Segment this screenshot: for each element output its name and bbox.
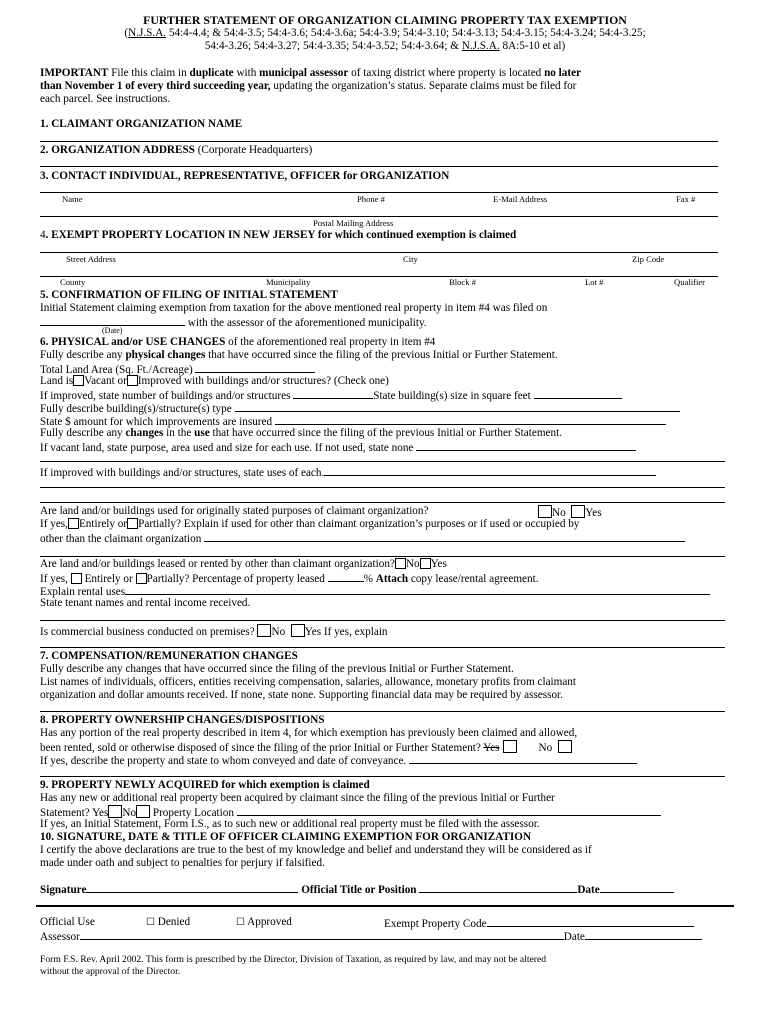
leased-yes-checkbox[interactable]	[420, 558, 431, 569]
s10-line-2: made under oath and subject to penalties for perjury if falsified.	[40, 857, 325, 869]
s6-land-is: Land is Vacant or Improved with buildings and/or structures? (Check one)	[40, 375, 389, 387]
number-of-buildings-field[interactable]	[293, 388, 373, 399]
s7-line-1: Fully describe any changes that have occurred since the filing of the previous Initial or Further Statement.	[40, 663, 514, 675]
label-fax: Fax #	[676, 194, 696, 204]
s6-line-use: Fully describe any changes in the use that have occurred since the filing of the previous Initial or Further Statement.	[40, 427, 562, 439]
signature-date-field[interactable]	[600, 882, 674, 893]
signature-row: Signature Official Title or Position Date	[40, 882, 674, 897]
label-date: (Date)	[102, 326, 123, 335]
statute-line-1: (N.J.S.A. 54:4-4.4; & 54:4-3.5; 54:4-3.6; 54:4-3.6a; 54:4-3.9; 54:4-3.10; 54:4-3.13; 54:4-3.15; 54:4-3.24; 54:4-3.25;	[124, 27, 646, 39]
q-original-purpose: Are land and/or buildings used for originally stated purposes of claimant organization?	[40, 505, 429, 517]
s8-line-3: If yes, describe the property and state to whom conveyed and date of conveyance.	[40, 753, 637, 768]
leased-no-checkbox[interactable]	[395, 558, 406, 569]
approved-option[interactable]: ☐ Approved	[236, 916, 292, 928]
section-7-title: 7. COMPENSATION/REMUNERATION CHANGES	[40, 650, 298, 662]
newly-acquired-yes-checkbox[interactable]	[108, 805, 122, 818]
vacant-land-use-line-2[interactable]	[40, 461, 725, 462]
commercial-explain-field[interactable]	[40, 647, 725, 648]
label-name: Name	[62, 194, 83, 204]
partially-checkbox-2[interactable]	[136, 573, 147, 584]
label-email: E-Mail Address	[493, 194, 548, 204]
footer-line-2: without the approval of the Director.	[40, 966, 181, 977]
s5-line-1: Initial Statement claiming exemption from taxation for the above mentioned real property in item #4 was filed on	[40, 302, 548, 314]
label-phone: Phone #	[357, 194, 385, 204]
original-purpose-yes-checkbox[interactable]	[571, 505, 585, 518]
q-leased: Are land and/or buildings leased or rented by other than claimant organization? No Yes	[40, 558, 447, 570]
important-line-1: IMPORTANT File this claim in duplicate with municipal assessor of taxing district where property is located no later	[40, 67, 582, 79]
q-other-than-claimant: other than the claimant organization	[40, 531, 685, 546]
s8-line-2: been rented, sold or otherwise disposed of since the filing of the prior Initial or Further Statement? Yes No	[40, 740, 572, 755]
compensation-field[interactable]	[40, 711, 725, 712]
s9-line-1: Has any new or additional real property been acquired by claimant since the filing of the previous Initial or Further	[40, 792, 555, 804]
denied-option[interactable]: ☐ Denied	[146, 916, 191, 928]
section-6-title: 6. PHYSICAL and/or USE CHANGES of the aforementioned real property in item #4	[40, 336, 436, 348]
assessor-field[interactable]	[80, 929, 564, 940]
land-area-field[interactable]	[195, 362, 315, 373]
official-use-label: Official Use	[40, 916, 95, 928]
improved-checkbox[interactable]	[127, 375, 138, 386]
assessor-date-field[interactable]	[585, 929, 702, 940]
important-line-3: each parcel. See instructions.	[40, 93, 171, 105]
vacant-checkbox[interactable]	[73, 375, 84, 386]
label-qualifier: Qualifier	[674, 277, 706, 287]
exempt-code-field[interactable]	[487, 916, 694, 927]
label-county: County	[60, 277, 86, 287]
entirely-checkbox-2[interactable]	[71, 573, 82, 584]
entirely-checkbox-1[interactable]	[68, 518, 79, 529]
s6-vacant-land: If vacant land, state purpose, area used and size for each use. If not used, state none	[40, 440, 636, 455]
label-street: Street Address	[66, 254, 116, 264]
footer-line-1: Form F.S. Rev. April 2002. This form is prescribed by the Director, Division of Taxation, as required by law, and may not be altered	[40, 954, 547, 965]
s6-line-1: Fully describe any physical changes that have occurred since the filing of the previous Initial or Further Statement.	[40, 349, 558, 361]
postal-mailing-address-field[interactable]	[40, 216, 718, 217]
rental-uses-field[interactable]	[125, 584, 710, 595]
label-zip: Zip Code	[632, 254, 665, 264]
official-use-divider	[36, 905, 734, 907]
section-5-title: 5. CONFIRMATION OF FILING OF INITIAL STATEMENT	[40, 289, 338, 301]
official-title-field[interactable]	[419, 882, 577, 893]
structure-type-field[interactable]	[235, 401, 680, 412]
s6-improved-uses: If improved with buildings and/or structures, state uses of each.	[40, 465, 656, 480]
s10-line-1: I certify the above declarations are true to the best of my knowledge and belief and understand they will be considered as if	[40, 844, 592, 856]
county-municipality-field[interactable]	[40, 276, 718, 277]
label-lot: Lot #	[585, 277, 604, 287]
q-leased-extent: If yes, Entirely or Partially? Percentage of property leased % Attach copy lease/rental agreement.	[40, 573, 539, 585]
s9-line-3: If yes, an Initial Statement, Form I.S., as to such new or additional real property must be filed with the assessor.	[40, 818, 540, 830]
other-use-explain-line-2[interactable]	[40, 556, 725, 557]
approved-checkbox-icon[interactable]: ☐	[236, 917, 245, 928]
q-original-purpose-extent: If yes, Entirely or Partially? Explain if used for other than claimant organization’s purposes or if used or occupied by	[40, 518, 580, 530]
s6-insured: State $ amount for which improvements are insured	[40, 414, 666, 429]
initial-filing-date-field[interactable]	[40, 315, 185, 326]
property-location-field[interactable]	[237, 805, 661, 816]
building-size-field[interactable]	[534, 388, 622, 399]
label-postal-mailing: Postal Mailing Address	[313, 218, 394, 228]
s5-line-2: with the assessor of the aforementioned municipality.	[40, 315, 427, 330]
section-3-title: 3. CONTACT INDIVIDUAL, REPRESENTATIVE, OFFICER for ORGANIZATION	[40, 170, 450, 182]
signature-field[interactable]	[86, 882, 298, 893]
section-4-title: 4. EXEMPT PROPERTY LOCATION IN NEW JERSEY for which continued exemption is claimed	[40, 229, 517, 241]
denied-checkbox-icon[interactable]: ☐	[146, 917, 155, 928]
s8-line-1: Has any portion of the real property described in item 4, for which exemption has previously been claimed and allowed,	[40, 727, 578, 739]
important-line-2: than November 1 of every third succeeding year, updating the organization’s status. Separate claims must be filed for	[40, 80, 577, 92]
improved-uses-field[interactable]	[324, 465, 656, 476]
q-commercial: Is commercial business conducted on premises? No Yes If yes, explain	[40, 626, 388, 638]
s9-line-2: Statement? Yes No Property Location	[40, 805, 661, 820]
conveyance-field[interactable]	[409, 753, 637, 764]
label-municipality: Municipality	[266, 277, 311, 287]
form-title: FURTHER STATEMENT OF ORGANIZATION CLAIMING PROPERTY TAX EXEMPTION	[143, 13, 627, 27]
q-original-purpose-options: No Yes	[538, 505, 602, 520]
commercial-no-checkbox[interactable]	[257, 624, 271, 637]
vacant-land-use-field[interactable]	[416, 440, 636, 451]
disposition-no-checkbox[interactable]	[558, 740, 572, 753]
street-city-zip-field[interactable]	[40, 252, 718, 253]
organization-address-field[interactable]	[40, 166, 718, 167]
q-rental-uses: Explain rental uses	[40, 584, 710, 599]
other-use-explain-field[interactable]	[204, 531, 685, 542]
improved-uses-line-3[interactable]	[40, 502, 725, 503]
original-purpose-no-checkbox[interactable]	[538, 505, 552, 518]
partially-checkbox-1[interactable]	[127, 518, 138, 529]
label-block: Block #	[449, 277, 476, 287]
label-city: City	[403, 254, 418, 264]
tenant-names-field[interactable]	[40, 620, 725, 621]
claimant-name-field[interactable]	[40, 141, 718, 142]
njsa-abbrev-2: N.J.S.A.	[461, 40, 500, 52]
section-10-title: 10. SIGNATURE, DATE & TITLE OF OFFICER CLAIMING EXEMPTION FOR ORGANIZATION	[40, 831, 532, 843]
contact-info-field[interactable]	[40, 192, 718, 193]
newly-acquired-no-checkbox[interactable]	[136, 805, 150, 818]
s6-buildings: If improved, state number of buildings and/or structures State building(s) size in square feet	[40, 388, 622, 403]
njsa-abbrev-1: N.J.S.A.	[128, 27, 167, 39]
percentage-leased-field[interactable]	[328, 571, 364, 582]
exempt-code-row: Exempt Property Code	[384, 916, 694, 931]
section-2-title: 2. ORGANIZATION ADDRESS (Corporate Headquarters)	[40, 144, 313, 156]
s7-line-2: List names of individuals, officers, entities receiving compensation, salaries, allowance, monetary profits from claimant	[40, 676, 577, 688]
statute-line-2: 54:4-3.26; 54:4-3.27; 54:4-3.35; 54:4-3.52; 54:4-3.64; & N.J.S.A. 8A:5-10 et al)	[204, 40, 566, 52]
insured-amount-field[interactable]	[275, 414, 666, 425]
section-1-title: 1. CLAIMANT ORGANIZATION NAME	[40, 118, 243, 130]
commercial-yes-checkbox[interactable]	[291, 624, 305, 637]
q-tenant-names: State tenant names and rental income received.	[40, 597, 251, 609]
disposition-yes-checkbox[interactable]	[503, 740, 517, 753]
assessor-row: Assessor Date	[40, 929, 702, 944]
conveyance-line-2[interactable]	[40, 776, 725, 777]
section-8-title: 8. PROPERTY OWNERSHIP CHANGES/DISPOSITIONS	[40, 714, 325, 726]
improved-uses-line-2[interactable]	[40, 487, 725, 488]
s6-structure-type: Fully describe building(s)/structure(s) type	[40, 401, 680, 416]
s6-total-land-area: Total Land Area (Sq. Ft./Acreage)	[40, 362, 315, 377]
section-9-title: 9. PROPERTY NEWLY ACQUIRED for which exemption is claimed	[40, 779, 370, 791]
s7-line-3: organization and dollar amounts received. If none, state none. Supporting financial data may be required by assessor.	[40, 689, 563, 701]
